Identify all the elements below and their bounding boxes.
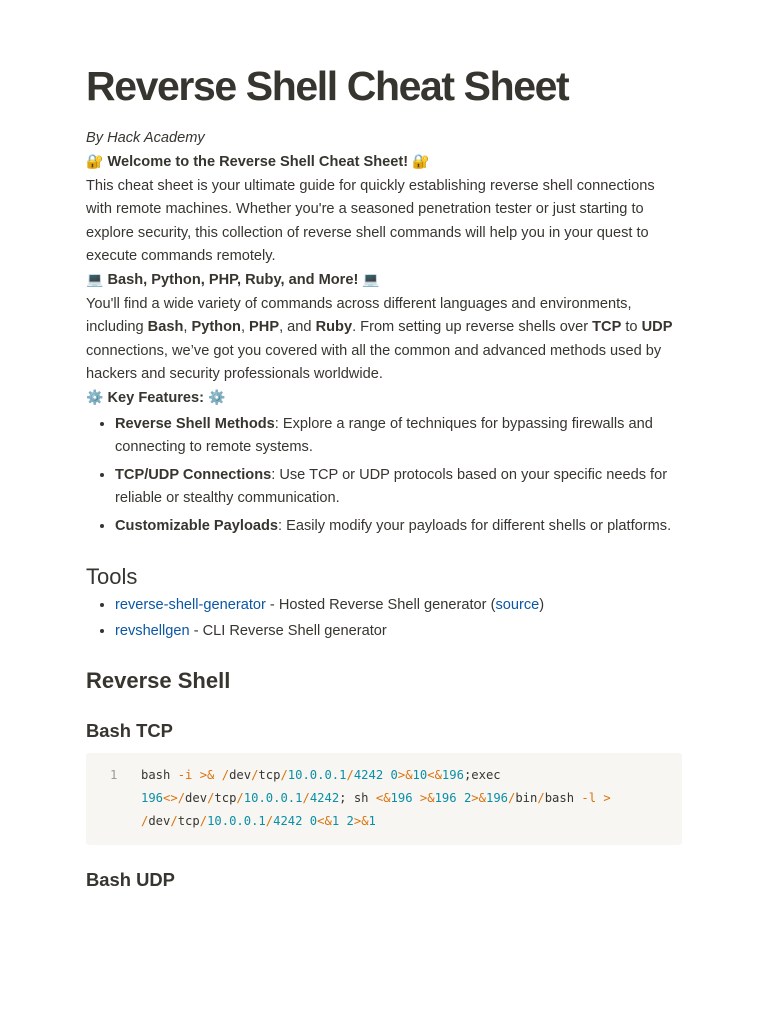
code-token: <& [375, 790, 391, 805]
code-token: 0 [309, 813, 318, 828]
code-token: >& [199, 767, 222, 782]
code-token: >& [353, 813, 369, 828]
bash-term: Bash [147, 319, 184, 336]
revshellgen-link[interactable]: revshellgen [115, 623, 190, 640]
laptop-icon: 💻 [86, 272, 104, 289]
feature-title: TCP/UDP Connections [115, 466, 272, 483]
paragraph-text: , [183, 319, 192, 336]
list-item [115, 464, 682, 511]
code-token: 10.0.0.1 [207, 813, 266, 828]
tools-list [86, 594, 682, 644]
code-text[interactable] [141, 764, 664, 833]
code-token: / [221, 767, 230, 782]
code-token: 4242 [309, 790, 340, 805]
code-token: / [265, 813, 274, 828]
features-list [86, 413, 682, 538]
page-title: Reverse Shell Cheat Sheet [86, 63, 569, 109]
code-token: dev [185, 790, 208, 805]
code-token: 10.0.0.1 [243, 790, 303, 805]
code-token: > [397, 767, 406, 782]
welcome-callout [86, 151, 682, 174]
code-token: 4242 [273, 813, 310, 828]
page-content [86, 127, 682, 893]
paragraph-text: , and [279, 319, 316, 336]
code-block[interactable] [86, 753, 682, 845]
code-token: 10 [412, 767, 428, 782]
code-token: 196 [434, 790, 464, 805]
list-item [115, 620, 682, 643]
features-callout [86, 387, 682, 410]
list-item [115, 413, 682, 460]
languages-paragraph [86, 293, 682, 387]
tool-desc: - Hosted Reverse Shell generator ( [265, 596, 496, 613]
feature-desc: : Use TCP or UDP protocols based on your specific needs for reliable or stealthy communication. [115, 466, 668, 507]
list-item [115, 594, 682, 617]
intro-paragraph: This cheat sheet is your ultimate guide for quickly establishing reverse shell connections with remote machines. Whether you're a seasoned penetration tester or just starting to explore security, this collection of reverse shell commands will help you in your quest to execute commands remotely. [86, 177, 655, 265]
code-token: <& [427, 767, 442, 782]
code-token: 196 [441, 767, 464, 782]
code-token: & [405, 767, 413, 782]
feature-title: Reverse Shell Methods [115, 415, 275, 432]
laptop-icon: 💻 [362, 272, 380, 289]
paragraph-text: to [621, 319, 642, 336]
code-token: ; sh [339, 790, 376, 805]
tools-heading: Tools [86, 563, 138, 589]
languages-callout [86, 269, 682, 292]
welcome-text: Welcome to the Reverse Shell Cheat Sheet! [107, 154, 409, 171]
code-token: / [170, 813, 178, 828]
features-callout-text: Key Features: [107, 390, 205, 407]
code-token: tcp [177, 813, 200, 828]
feature-desc: : Easily modify your payloads for different shells or platforms. [278, 517, 672, 534]
code-token: 1 [368, 813, 376, 828]
tcp-term: TCP [592, 319, 622, 336]
line-number: 1 [110, 767, 118, 782]
code-token: 1 [331, 813, 347, 828]
code-token: / [177, 790, 186, 805]
lock-icon: 🔐 [86, 154, 104, 171]
code-token: / [508, 790, 516, 805]
bash-tcp-heading: Bash TCP [86, 719, 173, 741]
paragraph-text: connections, we’ve got you covered with all the common and advanced methods used by hackers and security professionals worldwide. [86, 342, 662, 383]
code-token: 196 [485, 790, 508, 805]
python-term: Python [191, 319, 241, 336]
code-token: bash [141, 767, 178, 782]
paragraph-text: . From setting up reverse shells over [352, 319, 593, 336]
lock-icon: 🔐 [412, 154, 430, 171]
code-token: bash [544, 790, 582, 805]
udp-term: UDP [641, 319, 673, 336]
code-token: tcp [258, 767, 281, 782]
code-token: / [537, 790, 545, 805]
reverse-shell-generator-link[interactable]: reverse-shell-generator [115, 596, 266, 613]
code-token: / [199, 813, 208, 828]
paragraph-text: You'll find a wide variety of commands across different languages and environments, including [86, 295, 632, 336]
list-item [115, 515, 682, 538]
code-token: <> [163, 790, 178, 805]
tool-desc: ) [539, 596, 545, 613]
ruby-term: Ruby [315, 319, 353, 336]
code-token: / [236, 790, 244, 805]
code-token: 196 [390, 790, 420, 805]
code-token: 4242 [353, 767, 391, 782]
code-token: >& [471, 790, 486, 805]
code-token: ;exec [463, 767, 508, 782]
code-token: 2 [463, 790, 472, 805]
feature-desc: : Explore a range of techniques for bypassing firewalls and connecting to remote systems. [115, 415, 653, 456]
code-token: / [280, 767, 288, 782]
code-token: / [141, 813, 149, 828]
paragraph-text: , [240, 319, 250, 336]
tool-desc: - CLI Reverse Shell generator [189, 623, 387, 640]
languages-callout-text: Bash, Python, PHP, Ruby, and More! [107, 272, 359, 289]
gear-icon: ⚙️ [208, 390, 226, 407]
code-token: tcp [214, 790, 237, 805]
php-term: PHP [249, 319, 280, 336]
code-token: <& [317, 813, 332, 828]
code-token: / [251, 767, 259, 782]
code-token: > [603, 790, 611, 805]
code-token: / [346, 767, 354, 782]
code-token: >& [419, 790, 435, 805]
code-token: -l [581, 790, 604, 805]
code-token: 2 [346, 813, 354, 828]
bash-udp-heading: Bash UDP [86, 868, 175, 890]
feature-title: Customizable Payloads [115, 517, 279, 534]
code-token: 0 [390, 767, 398, 782]
code-token: / [302, 790, 310, 805]
gear-icon: ⚙️ [86, 390, 104, 407]
code-token: dev [229, 767, 252, 782]
code-token: dev [148, 813, 171, 828]
code-token: / [207, 790, 215, 805]
code-token: bin [515, 790, 538, 805]
code-token: -i [177, 767, 200, 782]
code-token: 10.0.0.1 [287, 767, 347, 782]
source-link[interactable]: source [495, 596, 540, 613]
author-line: By Hack Academy [86, 130, 205, 146]
code-token: 196 [141, 790, 164, 805]
reverse-shell-heading: Reverse Shell [86, 667, 231, 693]
